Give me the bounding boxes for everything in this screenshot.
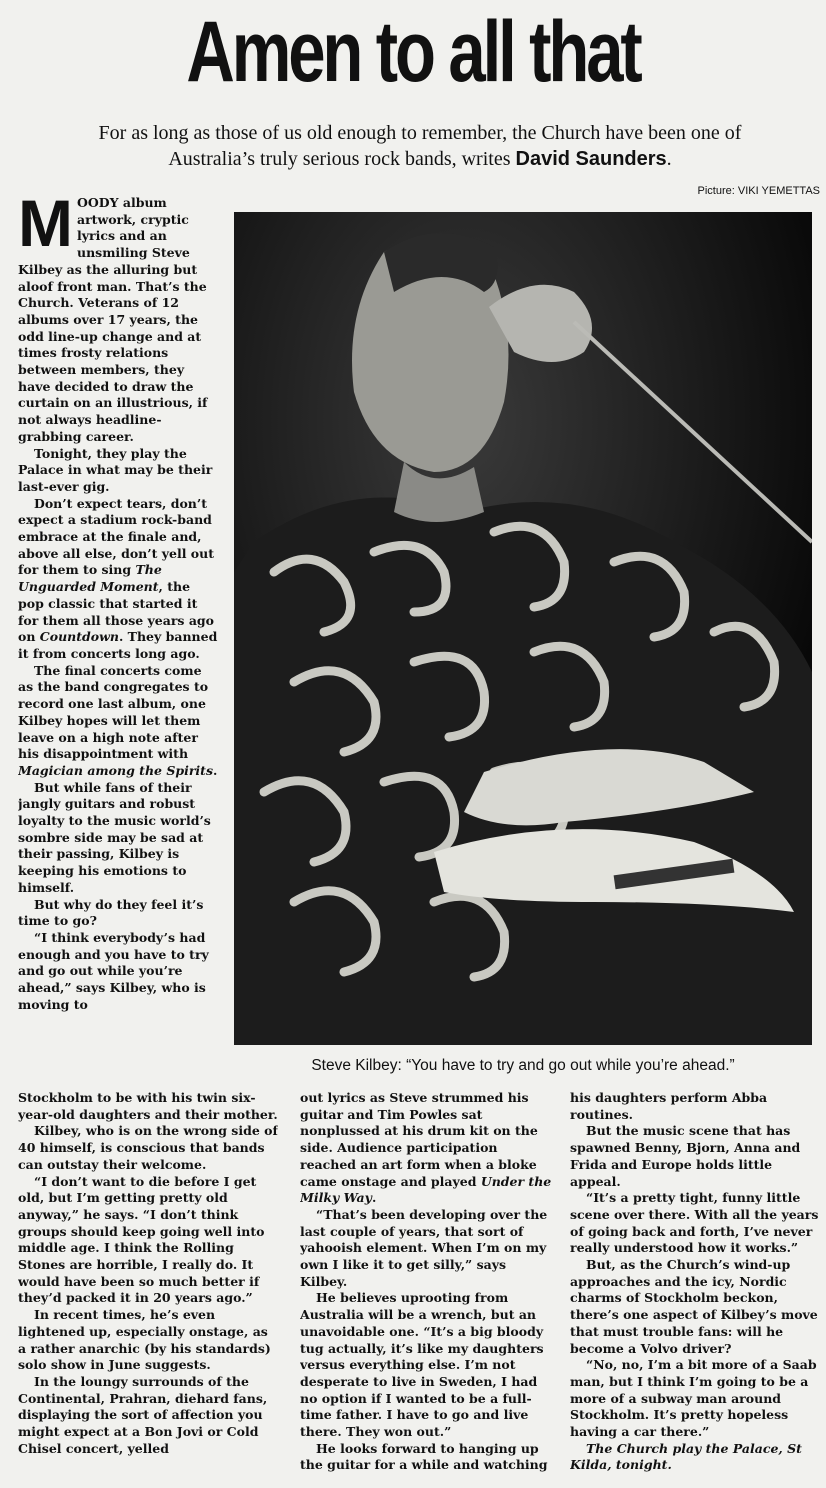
article-column-1 [18,195,218,1090]
article-paragraph: But, as the Church’s wind-up approaches and the icy, Nordic charms of Stockholm beckon, there’s one aspect of Kilbey’s move that must trouble fans: will he become a Volvo driver? [570,1257,818,1356]
standfirst-text: For as long as those of us old enough to remember, the Church have been one of Australia’s truly serious rock bands, writes [98,122,742,170]
article-paragraph: Stockholm to be with his twin six-year-old daughters and their mother. [18,1090,278,1122]
article-paragraph: The final concerts come as the band congregates to record one last album, one Kilbey hopes will let them leave on a high note after his disappointment with Magician among the Spirits. [18,662,218,778]
byline: David Saunders [515,148,667,170]
article-paragraph: “No, no, I’m a bit more of a Saab man, but I think I’m going to be a more of a subway man around Stockholm. It’s pretty hopeless having a car there.” [570,1357,817,1440]
headline: Amen to all that [186,4,640,100]
article-paragraph: In recent times, he’s even lightened up, especially onstage, as a rather anarchic (by his standards) solo show in June suggests. [18,1307,271,1373]
article-paragraph: He believes uprooting from Australia will be a wrench, but an unavoidable one. “It’s a big bloody tug actually, it’s like my daughters versus everything else. I’m not desperate to live in Sweden, I had no option if I wanted to be a full-time father. I have to go and live there. They won out.” [300,1290,544,1440]
song-title: The Unguarded Moment [18,562,162,595]
article-column-2 [300,1090,555,1480]
singer-photo-image [234,212,812,1045]
article-column-3 [570,1090,824,1480]
song-title: Under the Milky Way [300,1173,552,1206]
show-title: Countdown [39,629,119,645]
standfirst [60,120,780,172]
article-paragraph: “It’s a pretty tight, funny little scene over there. With all the years of going back and forth, I’ve never really understood how it works.” [570,1190,819,1256]
article-paragraph: Kilbey, who is on the wrong side of 40 himself, is conscious that bands can outstay their welcome. [18,1123,278,1172]
gig-info: The Church play the Palace, St Kilda, tonight. [570,1440,802,1473]
article-paragraph: his daughters perform Abba routines. [570,1090,768,1122]
article-paragraph: In the loungy surrounds of the Continental, Prahran, diehard fans, displaying the sort of affection you might expect at a Bon Jovi or Cold Chisel concert, yelled [18,1373,268,1456]
article-paragraph: Don’t expect tears, don’t expect a stadium rock-band embrace at the finale and, above all else, don’t yell out for them to sing The Unguarded Moment, the pop classic that started it for them all those years ago on Countdown. They banned it from concerts long ago. [18,495,218,661]
article-paragraph: But while fans of their jangly guitars and robust loyalty to the music world’s sombre side may be sad at their passing, Kilbey is keeping his emotions to himself. [18,779,211,895]
article-paragraph: MOODY album artwork, cryptic lyrics and an unsmiling Steve Kilbey as the alluring but aloof front man. That’s the Church. Veterans of 12 albums over 17 years, the odd line-up change and at times frosty relations between members, they have decided to draw the curtain on an illustrious, if not always headline-grabbing career. [18,195,208,444]
article-paragraph: He looks forward to hanging up the guitar for a while and watching [300,1440,548,1473]
article-paragraph: “That’s been developing over the last couple of years, that sort of yahooish element. When I’m on my own I like it to get silly,” says Kilbey. [300,1206,548,1289]
article-paragraph: But why do they feel it’s time to go? [18,896,204,929]
photo-credit: Picture: VIKI YEMETTAS [697,185,820,197]
article-paragraph: “I don’t want to die before I get old, but I’m getting pretty old anyway,” he says. “I don’t think groups should keep going well into middle age. I think the Rolling Stones are horrible, I really do. It would have been so much better if they’d packed it in 20 years ago.” [18,1173,265,1306]
article-paragraph: But the music scene that has spawned Benny, Bjorn, Anna and Frida and Europe holds little appeal. [570,1123,801,1189]
standfirst-end: . [666,148,672,170]
concert-photo [234,212,812,1045]
album-title: Magician among the Spirits [18,762,213,778]
photo-caption: Steve Kilbey: “You have to try and go out while you’re ahead.” [311,1057,735,1074]
article-paragraph: out lyrics as Steve strummed his guitar and Tim Powles sat nonplussed at his drum kit on the side. Audience participation reached an art form when a bloke came onstage and played Under the Milky Way. [300,1090,552,1206]
drop-cap: M [18,195,71,260]
article-paragraph: “I think everybody’s had enough and you have to try and go out while you’re ahead,” says Kilbey, who is moving to [18,929,209,1012]
article-paragraph: Tonight, they play the Palace in what may be their last-ever gig. [18,445,213,494]
article-column-1-lower [18,1090,278,1480]
